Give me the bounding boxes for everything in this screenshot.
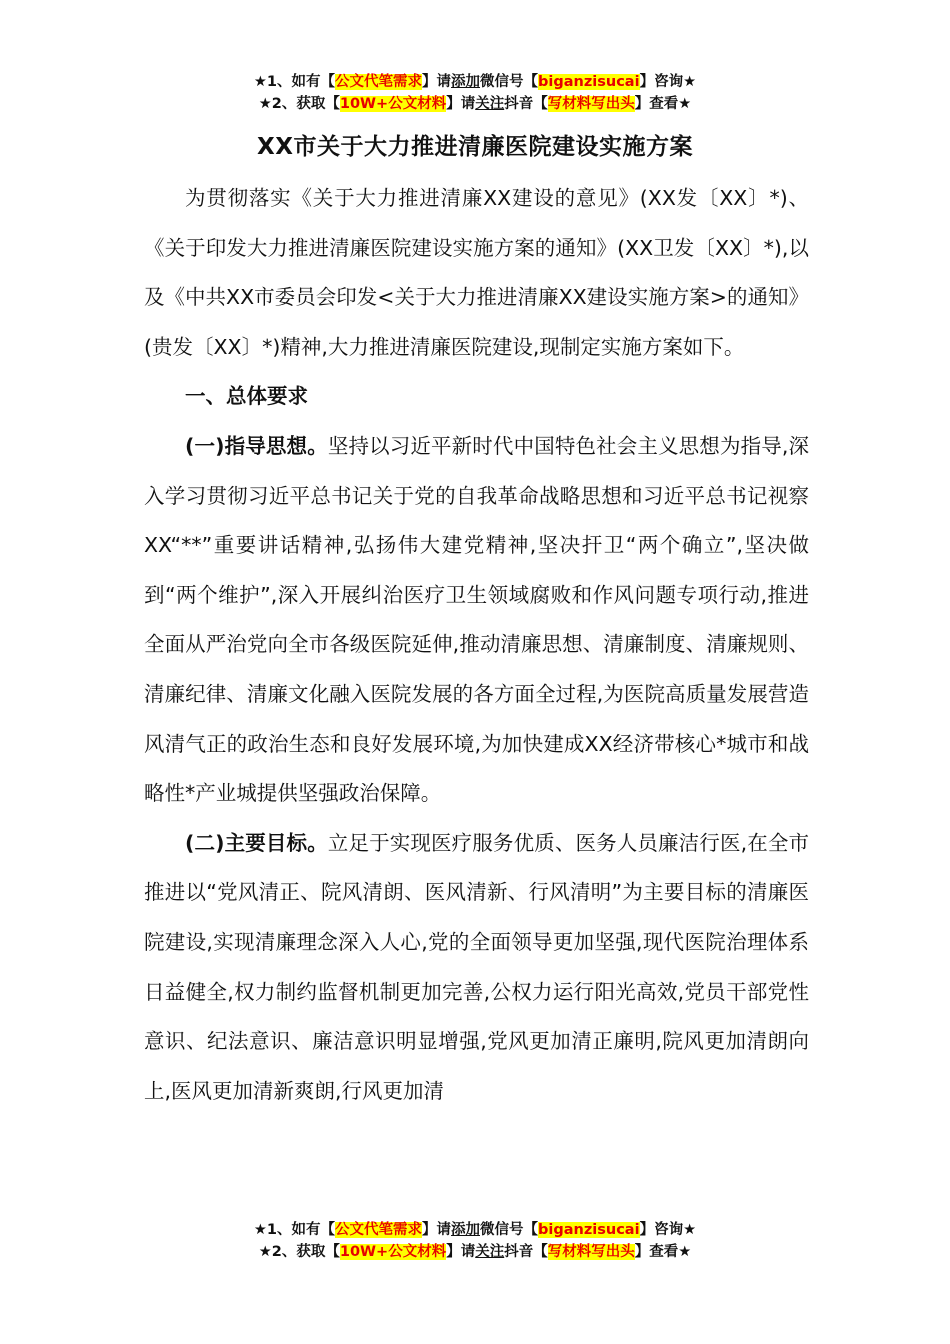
banner-underlined: 添加 [451,1222,481,1238]
banner-line-2 [0,93,950,115]
banner-text: 】请 [446,1244,476,1260]
banner-highlight: 公文代笔需求 [335,1222,423,1238]
banner-text: 微信号【 [480,74,539,90]
banner-text: 抖音【 [504,1244,548,1260]
banner-underlined: 关注 [475,96,505,112]
document-title: XX市关于大力推进清廉医院建设实施方案 [257,134,693,160]
banner-highlight: 公文代笔需求 [335,74,423,90]
paragraph-body: 立足于实现医疗服务优质、医务人员廉洁行医,在全市推进以“党风清正、院风清朗、医风清新、行风清明”为主要目标的清廉医院建设,实现清廉理念深入人心,党的全面领导更加坚强,现代医院治理体系日益健全,权力制约监督机制更加完善,公权力运行阳光高效,党员干部党性意识、纪法意识、廉洁意识明显增强,党风更加清正廉明,院风更加清朗向上,医风更加清新爽朗,行风更加清 [144,830,810,1103]
banner-highlight: 写材料写出头 [547,96,635,112]
banner-line-2 [0,1241,950,1263]
banner-highlight: 10W+公文材料 [339,96,447,112]
paragraph-body: 坚持以习近平新时代中国特色社会主义思想为指导,深入学习贯彻习近平总书记关于党的自我革命战略思想和习近平总书记视察XX“**”重要讲话精神,弘扬伟大建党精神,坚决扞卫“两个确立”,坚决做到“两个维护”,深入开展纠治医疗卫生领域腐败和作风问题专项行动,推进全面从严治党向全市各级医院延伸,推动清廉思想、清廉制度、清廉规则、清廉纪律、清廉文化融入医院发展的各方面全过程,为医院高质量发展营造风清气正的政治生态和良好发展环境,为加快建成XX经济带核心*城市和战略性*产业城提供坚强政治保障。 [144,433,810,806]
guiding-thought-paragraph [144,422,809,819]
paragraph-lead: (一)指导思想。 [185,433,328,458]
banner-text: 】咨询★ [639,1222,697,1238]
banner-highlight: 写材料写出头 [547,1244,635,1260]
section-heading: 一、总体要求 [185,384,308,409]
banner-text: 】查看★ [634,96,692,112]
document-body [144,174,809,1116]
banner-text: 】请 [446,96,476,112]
banner-highlight: biganzisucai [538,1222,640,1238]
main-goals-paragraph [144,819,809,1117]
banner-line-1 [0,71,950,93]
intro-paragraph: 为贯彻落实《关于大力推进清廉XX建设的意见》(XX发〔XX〕*)、《关于印发大力推进清廉医院建设实施方案的通知》(XX卫发〔XX〕*),以及《中共XX市委员会印发<关于大力推进清廉XX建设实施方案>的通知》(贵发〔XX〕*)精神,大力推进清廉医院建设,现制定实施方案如下。 [144,186,809,359]
banner-text: 】查看★ [634,1244,692,1260]
footer-banner [0,1219,950,1263]
banner-line-1 [0,1219,950,1241]
banner-text: 】请 [422,74,452,90]
header-banner [0,71,950,115]
banner-underlined: 关注 [475,1244,505,1260]
banner-text: ★1、如有【 [253,1222,336,1238]
paragraph-lead: (二)主要目标。 [185,830,328,855]
banner-underlined: 添加 [451,74,481,90]
banner-text: ★2、获取【 [258,96,340,112]
banner-highlight: biganzisucai [538,74,640,90]
banner-text: ★1、如有【 [253,74,336,90]
banner-highlight: 10W+公文材料 [339,1244,447,1260]
banner-text: 抖音【 [504,96,548,112]
banner-text: 微信号【 [480,1222,539,1238]
banner-text: 】请 [422,1222,452,1238]
banner-text: 】咨询★ [639,74,697,90]
banner-text: ★2、获取【 [258,1244,340,1260]
